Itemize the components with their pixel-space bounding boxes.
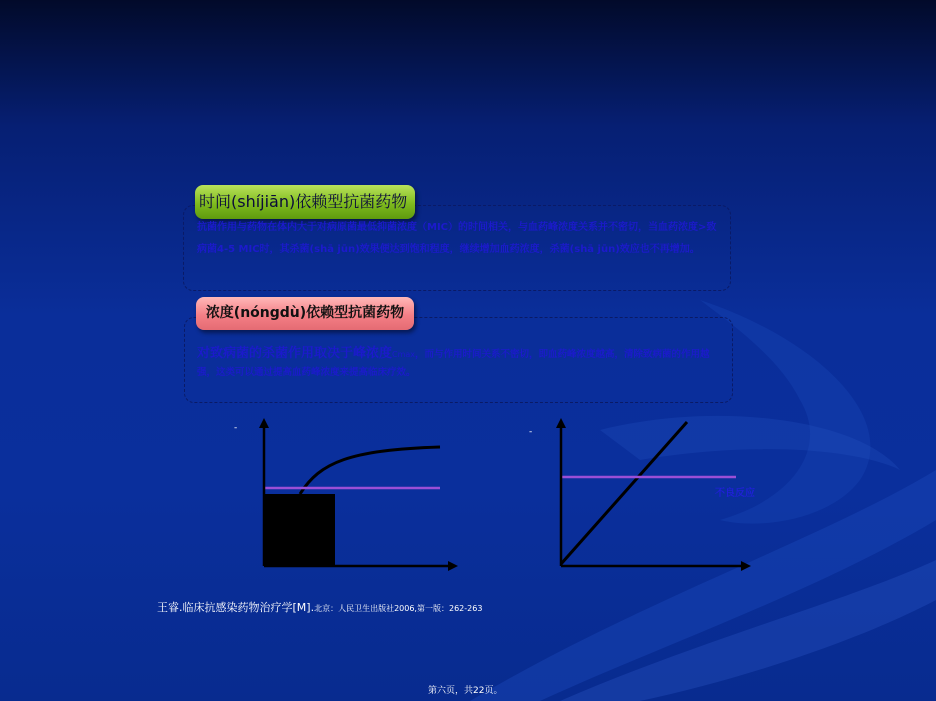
citation-main: 王睿.临床抗感染药物治疗学[M]. (157, 601, 315, 614)
time-above-mic-block (263, 494, 335, 566)
concentration-dependent-tag: 浓度(nóngdù)依赖型抗菌药物 (196, 297, 414, 330)
description-rest: ，而与作用时间关系不密切，即血药峰浓度越高，清除致病菌的作用越强，这类可以通过提高血药峰浓度来提高临床疗效。 (197, 349, 710, 378)
citation (157, 596, 482, 615)
left-axis-marker: - (234, 423, 238, 433)
y-axis-arrow (556, 418, 566, 428)
concentration-dependent-description (197, 345, 721, 382)
cmax-label: Cmax (392, 350, 416, 359)
time-dependent-chart (230, 412, 470, 582)
linear-response-line (561, 422, 687, 564)
y-axis-arrow (259, 418, 269, 428)
description-lead: 对致病菌的杀菌作用取决于峰浓度 (197, 346, 393, 361)
time-dependent-description: 抗菌作用与药物在体内大于对病原菌最低抑菌浓度（MIC）的时间相关，与血药峰浓度关系并不密切，当血药浓度>致病菌4-5 MIC时，其杀菌(shā jūn)效果便达到饱和程度，继续增加血药浓度，杀菌(shā jūn)效应也不再增加。 (197, 222, 717, 255)
right-axis-marker: - (529, 427, 533, 437)
time-dependent-tag: 时间(shíjiān)依赖型抗菌药物 (195, 185, 415, 219)
x-axis-arrow (741, 561, 751, 571)
adverse-reaction-label: 不良反应 (715, 488, 755, 499)
x-axis-arrow (448, 561, 458, 571)
page-number: 第六页，共22页。 (428, 686, 503, 696)
citation-detail: 北京：人民卫生出版社2006,第一版：262-263 (314, 604, 483, 613)
